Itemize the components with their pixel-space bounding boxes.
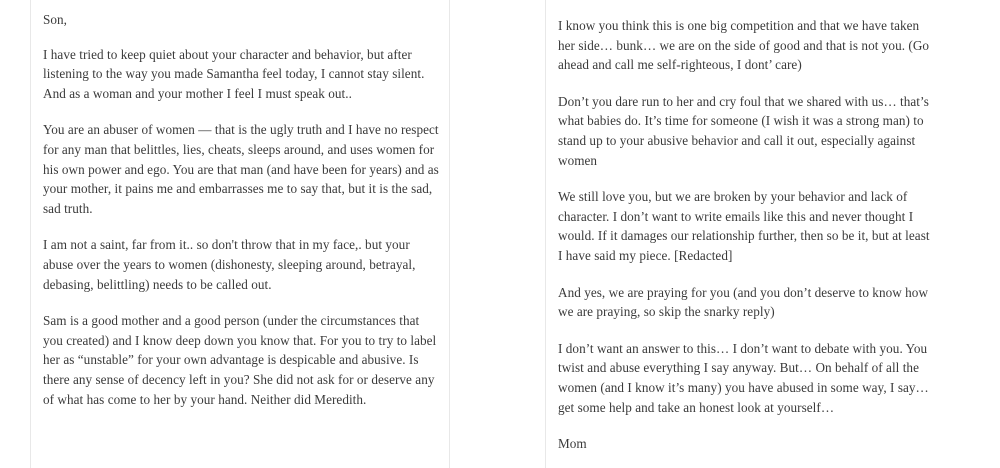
letter-page-right (545, 0, 945, 468)
salutation: Son, (43, 12, 68, 27)
letter-paragraph: I know you think this is one big competition and that we have taken her side… bunk… we are on the side of good and that is not you. (Go ahead and call me self-righteous, I dont’ care) (558, 18, 930, 73)
letter-paragraph: I don’t want an answer to this… I don’t want to debate with you. You twist and abuse everything I say anyway. But… On behalf of all the women (and I know it’s many) you have abused in some way, I say… get some help and take an honest look at yourself… (558, 340, 929, 415)
letter-paragraph: Don’t you dare run to her and cry foul that we shared with us… that’s what babies do. It’s time for someone (I wish it was a strong man) to stand up to your abusive behavior and call it out, especially against women (558, 93, 929, 168)
letter-paragraph: I have tried to keep quiet about your character and behavior, but after listening to the way you made Samantha feel today, I cannot stay silent. And as a woman and your mother I feel I must speak out.. (43, 46, 425, 101)
letter-page-left (30, 0, 450, 468)
letter-paragraph: And yes, we are praying for you (and you don’t deserve to know how we are praying, so skip the snarky reply) (558, 284, 929, 320)
letter-paragraph: Sam is a good mother and a good person (under the circumstances that you created) and I know deep down you know that. For you to try to label her as “unstable” for your own advantage is despicable and abusive. Is there any sense of decency left in you? She did not ask for or deserve any of what has come to her by your hand. Neither did Meredith. (43, 313, 437, 407)
letter-paragraph: We still love you, but we are broken by your behavior and lack of character. I don’t want to write emails like this and never thought I would. If it damages our relationship further, then so be it, but at least I have said my piece. [Redacted] (558, 189, 930, 263)
letter-paragraph: You are an abuser of women — that is the ugly truth and I have no respect for any man that belittles, lies, cheats, sleeps around, and uses women for his own power and ego. You are that man (and have been for years) and as your mother, it pains me and embarrasses me to say that, but it is the sad, sad truth. (43, 122, 439, 216)
signature: Mom (558, 436, 587, 452)
letter-paragraph: I am not a saint, far from it.. so don't throw that in my face,. but your abuse over the years to women (dishonesty, sleeping around, betrayal, debasing, belittling) needs to be called out. (43, 237, 416, 292)
